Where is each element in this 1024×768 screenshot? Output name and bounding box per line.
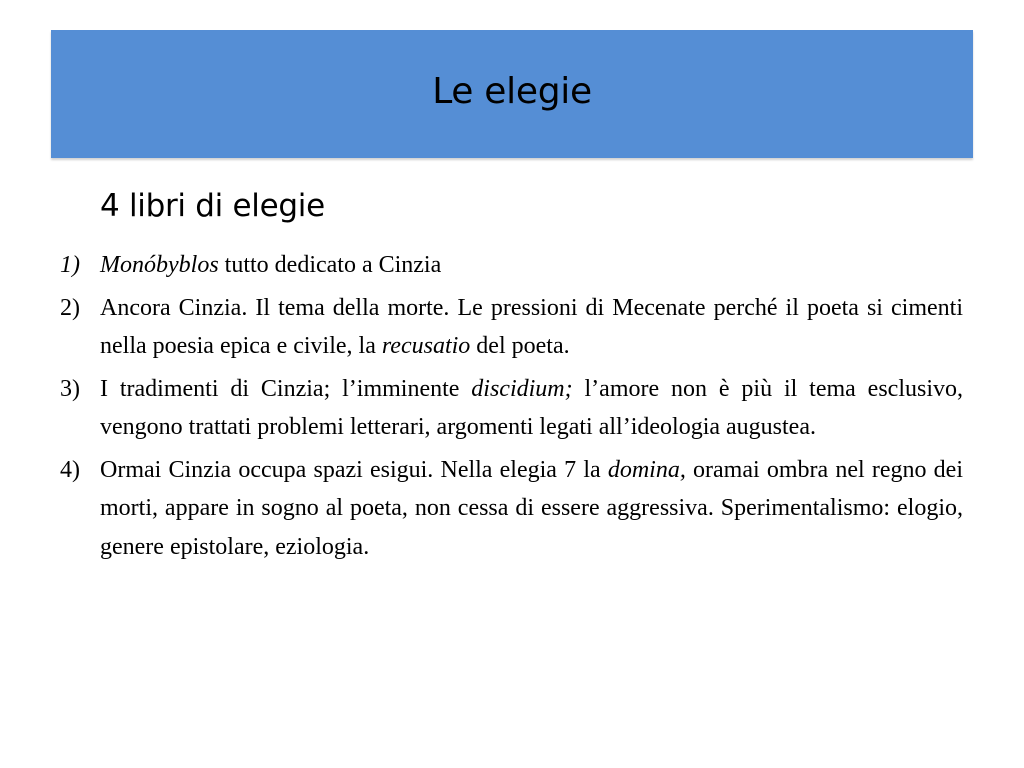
list-item-text <box>100 252 441 278</box>
list-item-text-part: Ancora Cinzia. Il tema della morte. Le pressioni di Mecenate perché il poeta si cimenti nella poesia epica e civile, la <box>100 294 963 359</box>
list-item <box>60 451 963 567</box>
list-item-text <box>100 457 963 560</box>
slide-subtitle: 4 libri di elegie <box>100 188 325 224</box>
list-item-number: 4) <box>60 456 80 483</box>
slide-title: Le elegie <box>432 70 592 112</box>
list-item-text-part: oramai ombra nel regno dei morti, appare in sogno al poeta, non cessa di essere aggressiva. Sperimentalismo: elogio, genere epistolare, eziologia. <box>100 456 963 560</box>
list-item-number: 1) <box>60 252 80 278</box>
list-item-text-part: I tradimenti di Cinzia; l’imminente <box>100 375 472 402</box>
list-item-number: 2) <box>60 294 80 321</box>
list-item-text-part: tutto dedicato a Cinzia <box>218 252 442 278</box>
list-item <box>60 289 963 366</box>
latin-term: recusatio <box>381 333 471 359</box>
latin-term: domina, <box>607 456 686 483</box>
latin-term: discidium; <box>471 375 573 402</box>
list-item-text-part: l’amore non è più il tema esclusivo, vengono trattati problemi letterari, argomenti legati all’ideologia augustea. <box>100 375 963 440</box>
title-bar <box>51 30 973 158</box>
list-item <box>60 246 963 285</box>
list-item <box>60 370 963 447</box>
list-item-text <box>100 376 963 441</box>
list-item-text-part: del poeta. <box>470 333 570 359</box>
list-item-number: 3) <box>60 375 80 402</box>
numbered-list <box>60 246 963 570</box>
list-item-text <box>100 295 963 360</box>
list-item-text-part: Ormai Cinzia occupa spazi esigui. Nella elegia 7 la <box>100 456 608 483</box>
work-title: Monóbyblos <box>100 252 219 278</box>
